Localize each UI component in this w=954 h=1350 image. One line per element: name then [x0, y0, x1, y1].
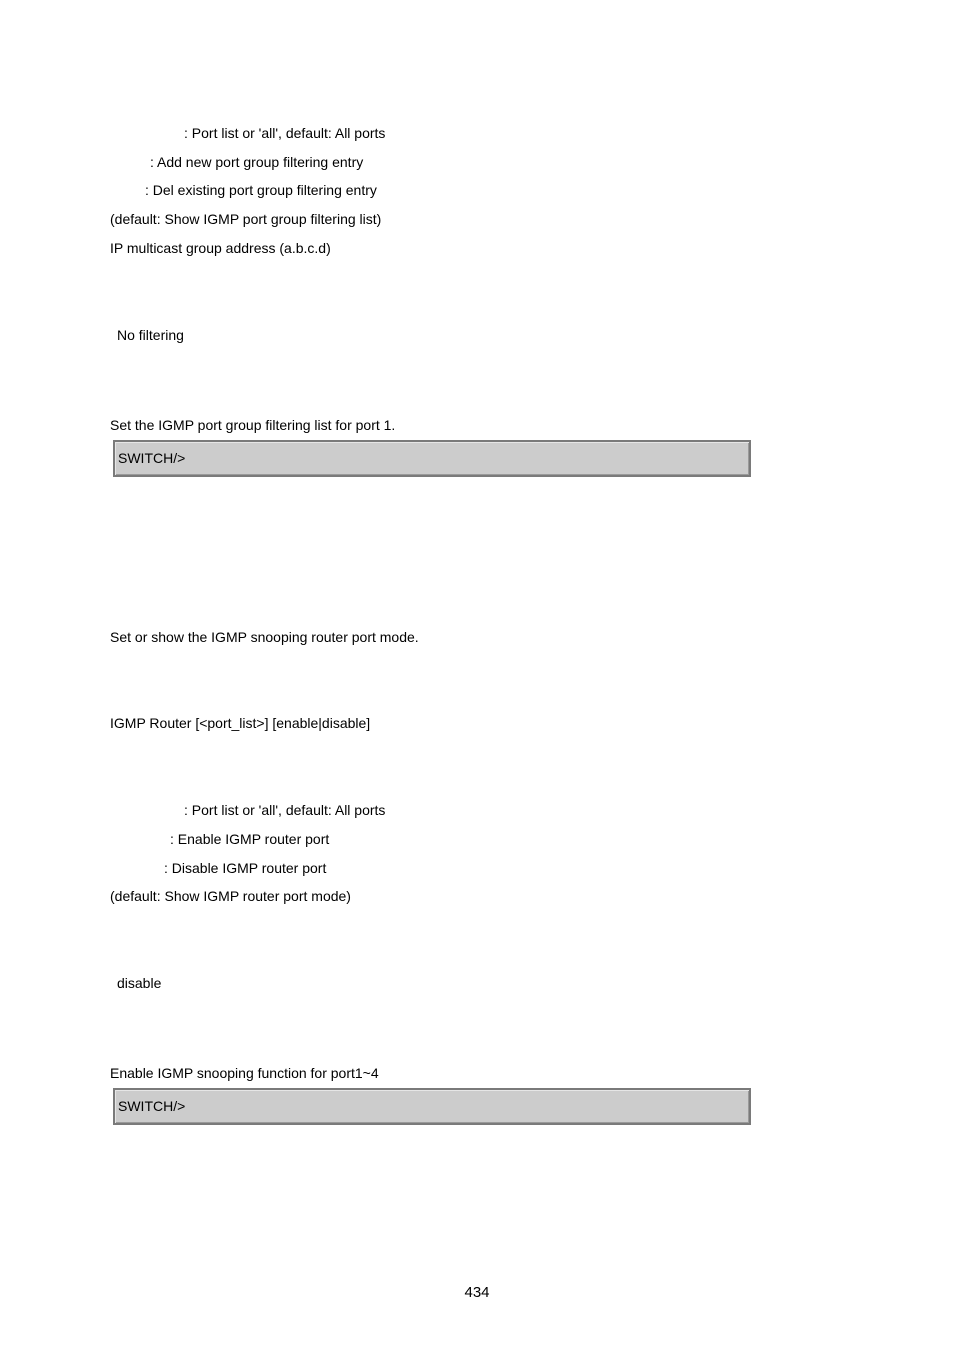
param-port-list: : Port list or 'all', default: All ports [184, 125, 386, 141]
param-default-note: (default: Show IGMP port group filtering list) [110, 211, 382, 227]
command-example-box [113, 1088, 751, 1125]
default-value: No filtering [117, 327, 184, 343]
param-port-list: : Port list or 'all', default: All ports [184, 802, 386, 818]
page-number: 434 [464, 1284, 490, 1301]
param-ip-multicast: IP multicast group address (a.b.c.d) [110, 240, 331, 256]
param-disable: : Disable IGMP router port [164, 860, 327, 876]
command-example-box [113, 440, 751, 477]
example-description: Enable IGMP snooping function for port1~4 [110, 1065, 379, 1081]
param-add: : Add new port group filtering entry [150, 154, 364, 170]
command-prompt: SWITCH/> [118, 450, 186, 466]
section-description: Set or show the IGMP snooping router port mode. [110, 629, 419, 645]
example-description: Set the IGMP port group filtering list for port 1. [110, 417, 396, 433]
default-value: disable [117, 975, 162, 991]
param-default-note: (default: Show IGMP router port mode) [110, 888, 351, 904]
command-prompt: SWITCH/> [118, 1098, 186, 1114]
param-enable: : Enable IGMP router port [170, 831, 330, 847]
command-syntax: IGMP Router [<port_list>] [enable|disable] [110, 715, 371, 731]
param-del: : Del existing port group filtering entry [145, 182, 377, 198]
